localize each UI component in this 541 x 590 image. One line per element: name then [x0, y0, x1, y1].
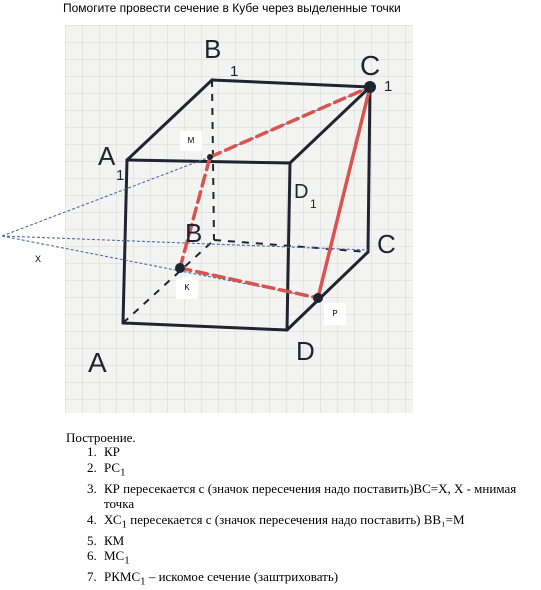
construction-step: 2. $РС_1$	[100, 460, 540, 481]
point-c1	[364, 81, 376, 93]
construction-step: 6. $МС_1$	[100, 548, 540, 569]
hidden-edge-b1-b	[212, 80, 214, 240]
edge-c1-c	[368, 87, 370, 252]
vertex-label-a1-sub: 1	[116, 167, 125, 184]
section-edge-p-c1	[318, 87, 370, 298]
vertex-label-b1: B	[204, 34, 222, 64]
construction-step: 3. КР пересекается с (значок пересечения надо поставить)ВС=Х, Х - мнимая точка	[100, 481, 540, 512]
point-label-m: M	[180, 131, 202, 151]
edge-b1-c1	[212, 80, 370, 87]
construction-step: 7. $РКМС_1$ – искомое сечение (заштриховать)	[100, 569, 540, 590]
point-k	[175, 263, 185, 273]
vertex-label-c: C	[377, 229, 396, 259]
vertex-label-a1: A	[98, 141, 116, 171]
question-title: Помогите провести сечение в Кубе через выделенные точки	[63, 1, 401, 15]
section-edge-k-m	[180, 157, 210, 268]
section-edge-m-c1	[210, 87, 370, 157]
vertex-label-d1: D	[294, 181, 309, 203]
edge-d1-c1	[290, 87, 370, 163]
point-label-x: X	[35, 254, 42, 264]
vertex-label-b: B	[185, 218, 203, 248]
vertex-label-c1: C	[360, 50, 381, 81]
vertex-label-d1-sub: 1	[310, 197, 317, 211]
point-p	[313, 293, 323, 303]
vertex-label-c1-sub: 1	[384, 78, 393, 95]
construction-heading: Построение.	[66, 430, 136, 445]
vertex-label-a: A	[88, 347, 107, 378]
section-edge-k-p	[180, 268, 318, 298]
edge-a-d	[123, 323, 287, 330]
point-m	[207, 154, 213, 160]
point-label-k: K	[176, 277, 198, 299]
construction-step: 1. КР	[100, 444, 540, 460]
construction-steps	[62, 444, 540, 590]
vertex-label-d: D	[296, 336, 315, 366]
construction-step: 4. $ХС_1$ пересекается с (значок пересечения надо поставить) ВВ₁=М	[100, 512, 540, 533]
hidden-edge-a-b	[123, 240, 214, 323]
construction-step: 5. КМ	[100, 533, 540, 549]
point-label-p: P	[324, 303, 346, 325]
edge-a-a1	[123, 160, 127, 323]
hidden-edge-b-c	[214, 240, 368, 252]
vertex-label-b1-sub: 1	[230, 63, 239, 80]
